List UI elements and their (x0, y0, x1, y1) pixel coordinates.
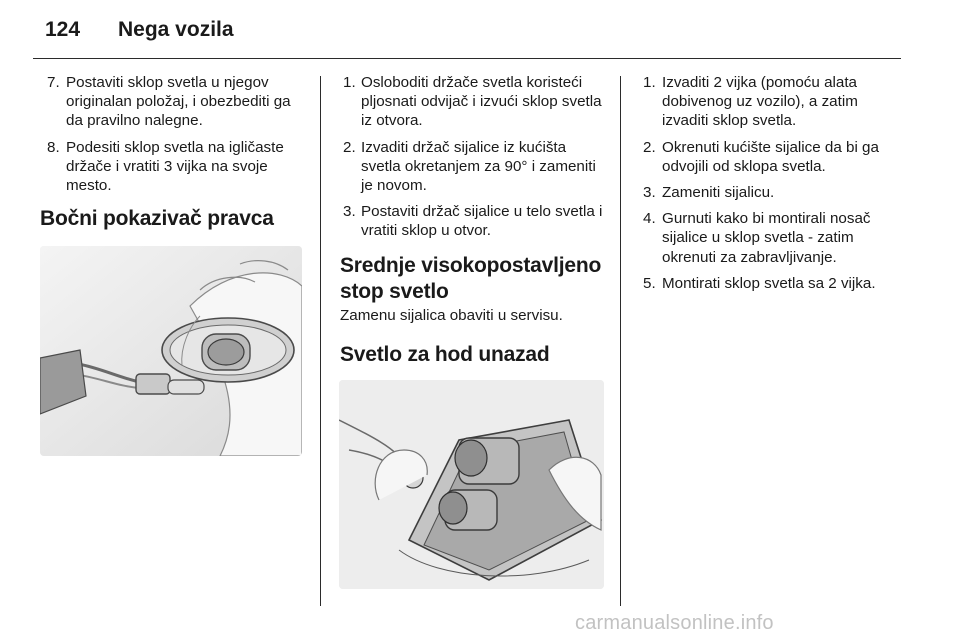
step-text: Osloboditi držače svetla koristeći pljosnati odvijač i izvući sklop svetla iz otvora. (361, 74, 602, 130)
step-text: Okrenuti kućište sijalice da bi ga odvojili od sklopa svetla. (662, 138, 879, 175)
step-text: Postaviti držač sijalice u telo svetla i vratiti sklop u otvor. (361, 203, 603, 240)
reverse-light-illustration (339, 380, 604, 589)
page-header (0, 0, 960, 62)
watermark-text: carmanualsonline.info (575, 612, 774, 634)
list-item (340, 138, 608, 196)
section-heading-reverse-light: Svetlo za hod unazad (340, 343, 550, 366)
list-item (44, 73, 310, 131)
step-number: 2. (343, 138, 356, 156)
header-divider (33, 58, 901, 59)
list-item (340, 73, 608, 131)
step-number: 5. (643, 274, 656, 292)
step-number: 4. (643, 210, 656, 228)
step-number: 3. (643, 184, 656, 202)
step-number: 1. (643, 74, 656, 91)
step-text: Gurnuti kako bi montirali nosač sijalice u sklop svetla - zatim okrenuti za zabravljivanje. (662, 210, 871, 266)
column-3 (640, 73, 902, 300)
step-text: Zameniti sijalicu. (662, 184, 775, 202)
step-number: 7. (47, 74, 60, 91)
step-number: 1. (343, 74, 356, 91)
step-number: 2. (643, 138, 656, 156)
step-text: Podesiti sklop svetla na igličaste držače i vratiti 3 vijka na svoje mesto. (66, 138, 284, 195)
column-divider-2 (620, 76, 621, 606)
list-item (640, 274, 902, 293)
step-list-col2 (340, 73, 608, 241)
list-item (640, 183, 902, 202)
step-number: 8. (47, 138, 60, 156)
section-heading-brake-light: Srednje visokopostavljeno stop svetlo (340, 254, 602, 303)
paragraph-service-note: Zamenu sijalica obaviti u servisu. (340, 307, 563, 324)
step-text: Izvaditi držač sijalice iz kućišta svetla okretanjem za 90° i zameniti je novom. (361, 138, 596, 195)
step-list-col3 (640, 73, 902, 293)
step-text: Montirati sklop svetla sa 2 vijka. (662, 274, 876, 292)
column-1 (44, 73, 310, 202)
step-number: 3. (343, 203, 356, 221)
column-2 (340, 73, 608, 248)
list-item (44, 138, 310, 196)
step-text: Postaviti sklop svetla u njegov originalan položaj, i obezbediti ga da pravilno nalegne. (66, 74, 291, 130)
side-indicator-illustration (40, 246, 302, 456)
list-item (640, 209, 902, 267)
list-item (640, 138, 902, 176)
column-divider-1 (320, 76, 321, 606)
section-heading-side-indicator: Bočni pokazivač pravca (40, 207, 274, 230)
list-item (340, 202, 608, 240)
list-item (640, 73, 902, 131)
page-title: Nega vozila (118, 18, 234, 41)
step-text: Izvaditi 2 vijka (pomoću alata dobivenog uz vozilo), a zatim izvaditi sklop svetla. (662, 74, 858, 130)
page-number: 124 (45, 18, 81, 41)
step-list-col1 (44, 73, 310, 195)
